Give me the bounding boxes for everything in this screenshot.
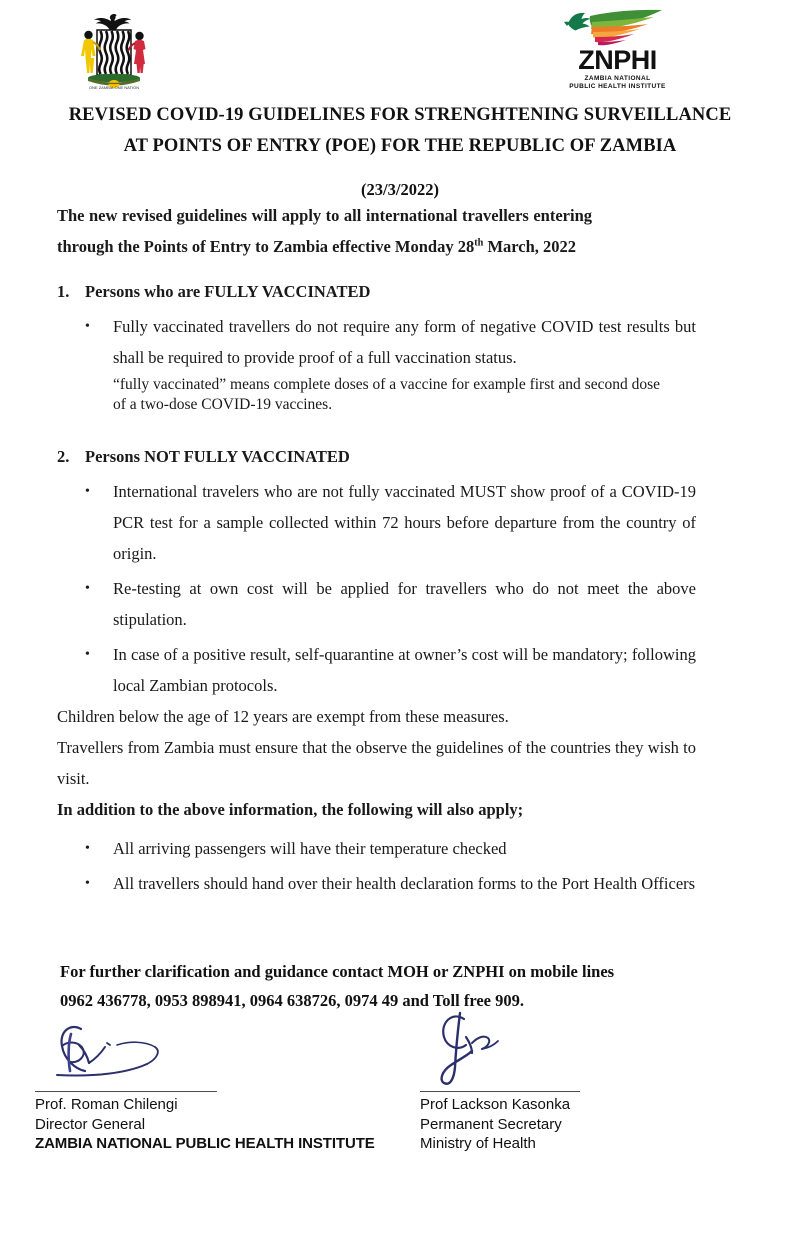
list-item-text: International travelers who are not fully vaccinated MUST show proof of a COVID-19 PCR test for a sample collected within 72 hours before departure from the country of origin. [113,482,696,563]
section-2-bullets [57,476,696,701]
intro-text-after: March, 2022 [483,237,577,256]
znphi-subtitle [560,75,675,91]
section-2-title: Persons NOT FULLY VACCINATED [85,447,350,466]
title-line-1: REVISED COVID-19 GUIDELINES FOR STRENGHTENING SURVEILLANCE [68,105,732,125]
list-item [57,868,696,899]
signature-details [420,1095,750,1154]
section-1-title: Persons who are FULLY VACCINATED [85,282,371,301]
list-item-text: All arriving passengers will have their temperature checked [113,839,507,858]
section-1-bullets [57,311,696,373]
znphi-subtitle-line-2: PUBLIC HEALTH INSTITUTE [569,83,666,91]
page-title [0,100,800,162]
bullet-icon: • [85,581,90,596]
document-header [0,0,800,100]
signatory-position: Permanent Secretary [420,1115,562,1133]
contact-line-1: For further clarification and guidance contact MOH or ZNPHI on mobile lines [60,962,615,981]
svg-text:ONE ZAMBIA ONE NATION: ONE ZAMBIA ONE NATION [88,85,140,90]
znphi-eagle-icon [562,8,674,48]
intro-ordinal-suffix: th [474,237,484,249]
section-1-heading [57,276,696,307]
list-item [57,639,696,701]
zambia-coat-of-arms-icon [68,8,160,93]
znphi-logo [560,8,675,91]
signatory-organisation: Ministry of Health [420,1135,536,1152]
additional-bullets [57,833,696,899]
signatory-name: Prof. Roman Chilengi [35,1096,178,1113]
contact-line-2: 0962 436778, 0953 898941, 0964 638726, 0974 49 and Toll free 909. [60,991,525,1010]
znphi-acronym: ZNPHI [578,45,657,75]
list-item-text: All travellers should hand over their health declaration forms to the Port Health Officers [113,874,696,893]
signatory-position: Director General [35,1115,146,1133]
list-item [57,476,696,569]
signature-block-director-general [35,1019,435,1154]
bullet-icon: • [85,841,90,856]
list-item-text: Re-testing at own cost will be applied for travellers who do not meet the above stipulation. [113,579,696,629]
list-item-text: In case of a positive result, self-quarantine at owner’s cost will be mandatory; following local Zambian protocols. [113,645,696,695]
signature-image-chilengi [35,1019,435,1091]
title-line-2: AT POINTS OF ENTRY (POE) FOR THE REPUBLIC OF ZAMBIA [123,136,677,156]
list-item [57,311,696,373]
list-item-text: Fully vaccinated travellers do not require any form of negative COVID test results but shall be required to provide proof of a full vaccination status. [113,317,696,367]
section-2-number: 2. [57,447,70,466]
signature-details [35,1095,435,1154]
signature-area [0,1019,800,1204]
signature-image-kasonka [420,1007,750,1091]
additional-info-heading: In addition to the above information, the following will also apply; [57,800,524,819]
signatory-name: Prof Lackson Kasonka [420,1096,571,1113]
signature-block-permanent-secretary [420,1007,750,1154]
section-1-number: 1. [57,282,70,301]
section-2-heading [57,441,696,472]
bullet-icon: • [85,484,90,499]
signatory-organisation: ZAMBIA NATIONAL PUBLIC HEALTH INSTITUTE [35,1135,375,1152]
document-date: (23/3/2022) [361,180,439,199]
fully-vaccinated-definition: “fully vaccinated” means complete doses of a vaccine for example first and second dose of a two-dose COVID-19 vaccines. [113,376,661,413]
bullet-icon: • [85,647,90,662]
intro-paragraph [57,200,696,262]
list-item [57,833,696,864]
children-exemption-note: Children below the age of 12 years are exempt from these measures. [57,707,509,726]
znphi-subtitle-line-1: ZAMBIA NATIONAL [584,75,651,82]
bullet-icon: • [85,319,90,334]
bullet-icon: • [85,876,90,891]
outbound-travellers-note: Travellers from Zambia must ensure that the observe the guidelines of the countries they wish to visit. [57,738,696,788]
signature-line [420,1091,580,1092]
document-body [0,200,800,899]
list-item [57,573,696,635]
signature-line [35,1091,217,1092]
intro-text-before: The new revised guidelines will apply to all international travellers entering through the Points of Entry to Zambia effective Monday 28 [57,206,592,256]
